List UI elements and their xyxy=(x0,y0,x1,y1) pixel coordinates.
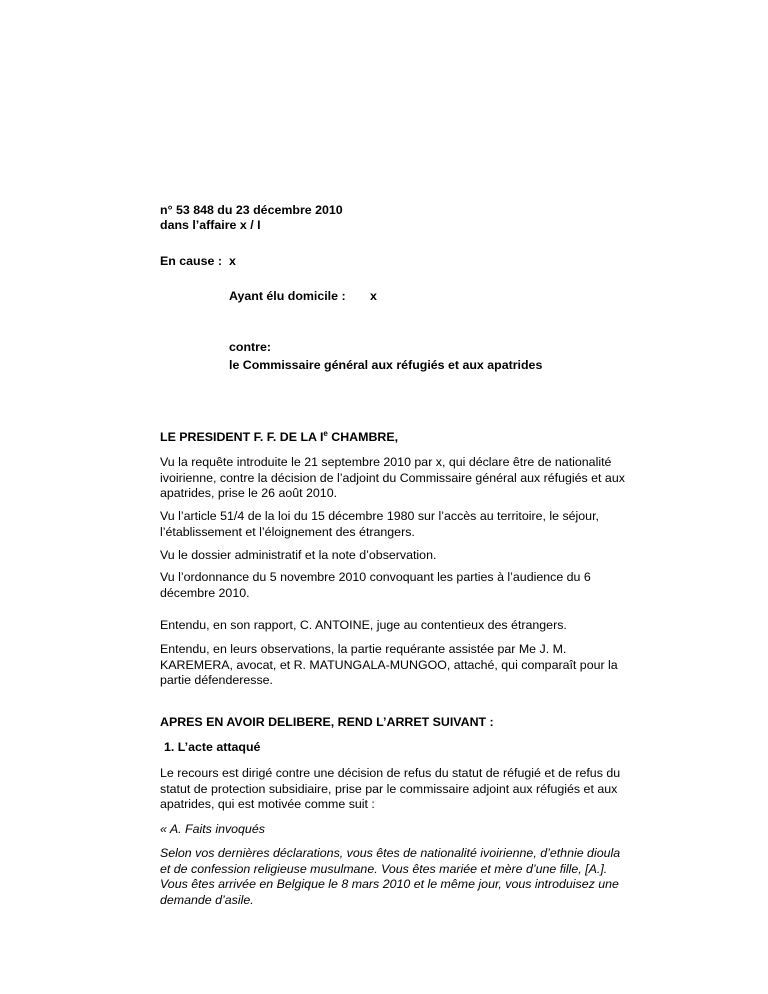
contre-label: contre: xyxy=(229,340,271,354)
case-affair: dans l’affaire x / I xyxy=(160,218,261,232)
paragraph-recours: Le recours est dirigé contre une décision de refus du statut de réfugié et de refus du statut de protection subsidiaire, prise par le commissaire adjoint aux réfugiés et aux apatrides, qui est motivée comme suit : xyxy=(160,766,621,812)
domicile-value: x xyxy=(370,289,377,303)
arret-heading: APRES EN AVOIR DELIBERE, REND L’ARRET SUIVANT : xyxy=(160,715,494,729)
quote-heading-faits: « A. Faits invoqués xyxy=(160,822,265,836)
domicile-label: Ayant élu domicile : xyxy=(229,289,346,303)
president-heading: LE PRESIDENT F. F. DE LA Ie CHAMBRE, xyxy=(160,428,399,444)
paragraph-requete: Vu la requête introduite le 21 septembre 2010 par x, qui déclare être de nationalité ivoirienne, contre la décision de l’adjoint du Commissaire général aux réfugiés et aux apatrides, prise le 26 août 2010. xyxy=(160,455,625,501)
opponent-party: le Commissaire général aux réfugiés et aux apatrides xyxy=(229,358,543,372)
paragraph-ordonnance: Vu l’ordonnance du 5 novembre 2010 convoquant les parties à l’audience du 6 décembre 2010. xyxy=(160,570,591,600)
cause-label: En cause : xyxy=(160,254,222,268)
case-number: n° 53 848 du 23 décembre 2010 xyxy=(160,203,343,217)
paragraph-observations: Entendu, en leurs observations, la partie requérante assistée par Me J. M. KAREMERA, avocat, et R. MATUNGALA-MUNGOO, attaché, qui comparaît pour la partie défenderesse. xyxy=(160,642,618,688)
paragraph-faits-invoques: Selon vos dernières déclarations, vous êtes de nationalité ivoirienne, d’ethnie dioula et de confession religieuse musulmane. Vous êtes mariée et mère d’une fille, [A.]. Vous êtes arrivée en Belgique le 8 mars 2010 et le même jour, vous introduisez une demande d’asile. xyxy=(160,846,621,907)
section-title-acte-attaque: 1. L’acte attaqué xyxy=(164,740,261,754)
paragraph-rapport: Entendu, en son rapport, C. ANTOINE, juge au contentieux des étrangers. xyxy=(160,618,567,632)
paragraph-dossier: Vu le dossier administratif et la note d’observation. xyxy=(160,548,437,562)
paragraph-article: Vu l’article 51/4 de la loi du 15 décembre 1980 sur l’accès au territoire, le séjour, l’établissement et l’éloignement des étrangers. xyxy=(160,509,599,539)
cause-value: x xyxy=(229,254,236,268)
